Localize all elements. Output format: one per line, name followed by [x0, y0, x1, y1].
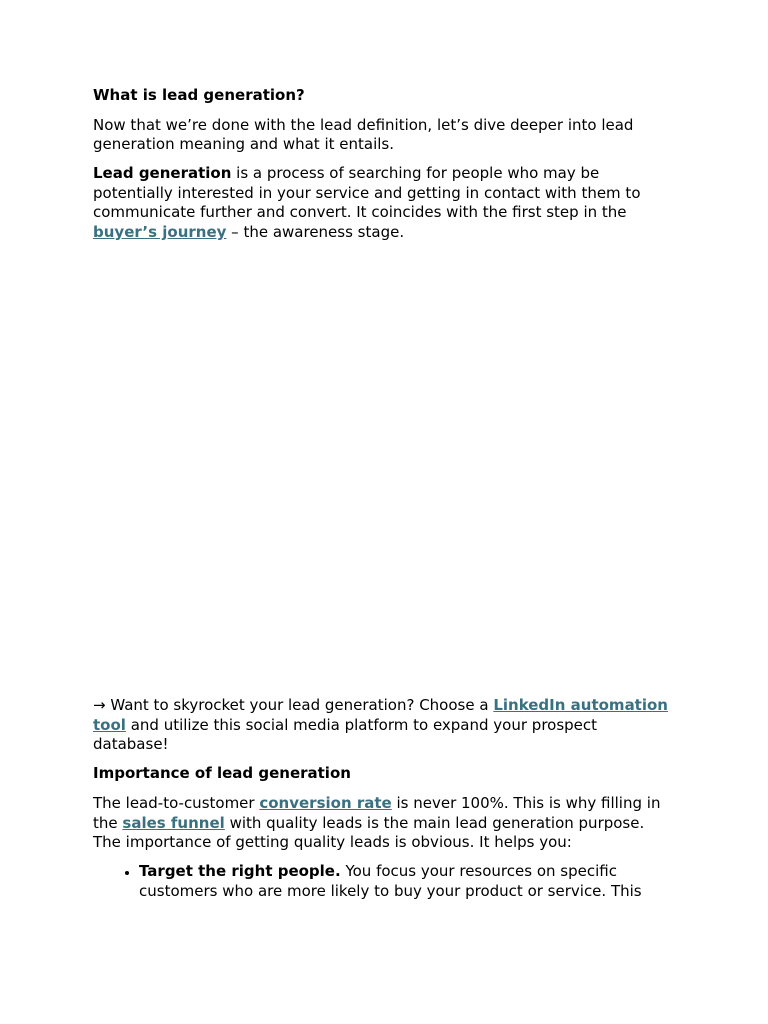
importance-text-start: The lead-to-customer — [93, 794, 260, 813]
sales-funnel-link[interactable]: sales funnel — [122, 813, 225, 832]
list-item-text: You focus your resources on specific customers who are more likely to buy your product or service. This — [139, 862, 642, 900]
cta-suffix: and utilize this social media platform to expand your prospect database! — [93, 715, 598, 754]
cta-paragraph — [93, 696, 673, 755]
list-item — [139, 862, 673, 901]
section-heading-importance: Importance of lead generation — [93, 764, 351, 783]
importance-text-mid: is never 100%. This is why filling in the — [93, 794, 661, 832]
importance-text-end: with quality leads is the main lead generation purpose. The importance of getting quality leads is obvious. It helps you: — [93, 813, 645, 852]
intro-paragraph: Now that we’re done with the lead definition, let’s dive deeper into lead generation meaning and what it entails. — [93, 115, 634, 154]
definition-paragraph — [93, 164, 673, 242]
definition-end: – the awareness stage. — [226, 223, 405, 242]
article — [93, 86, 673, 902]
benefits-list — [93, 862, 673, 901]
conversion-rate-link[interactable]: conversion rate — [259, 794, 392, 813]
definition-text: is a process of searching for people who may be potentially interested in your service and getting in contact with them to communicate further and convert. It coincides with the first step in the — [93, 164, 641, 222]
importance-paragraph — [93, 794, 673, 853]
linkedin-automation-tool-link[interactable]: LinkedIn automation tool — [93, 696, 668, 734]
definition-term: Lead generation — [93, 164, 232, 183]
section-heading-what-is-lead-generation: What is lead generation? — [93, 86, 305, 104]
cta-prefix: → Want to skyrocket your lead generation? Choose a — [93, 696, 494, 715]
blank-image-area — [93, 252, 673, 696]
list-item-term: Target the right people. — [139, 862, 341, 881]
buyers-journey-link[interactable]: buyer’s journey — [93, 223, 227, 242]
